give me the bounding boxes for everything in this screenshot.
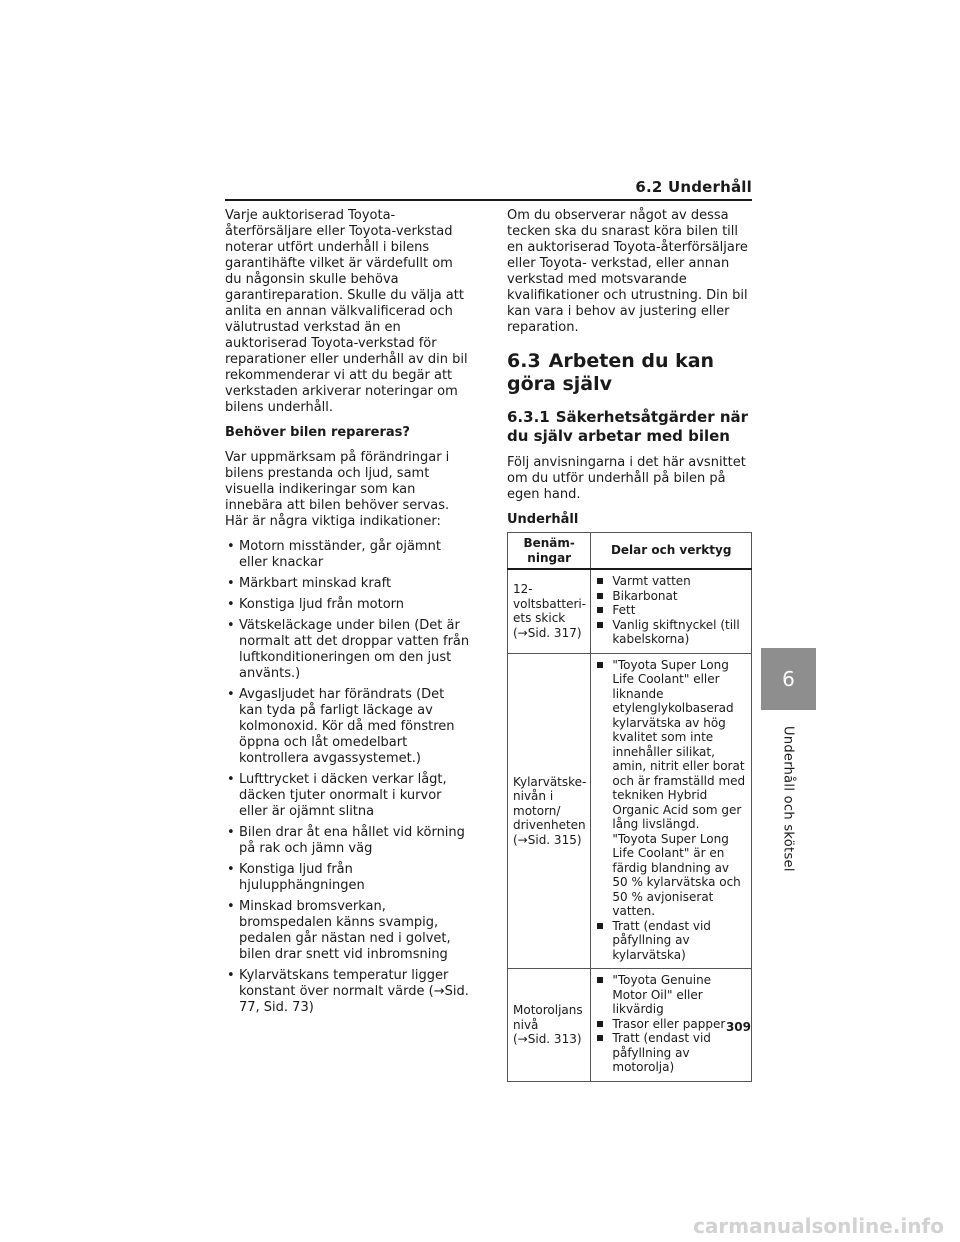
- row-items: [591, 653, 752, 969]
- list-item: • Avgasljudet har förändrats (Det kan tyda på farligt läckage av kolmonoxid. Kör då med fönstren öppna och låt omedelbart kontrollera avgassystemet.): [225, 687, 471, 767]
- chapter-tab: [761, 648, 816, 710]
- intro-paragraph: Varje auktoriserad Toyota-återförsäljare eller Toyota-verkstad noterar utfört underhåll i bilens garantihäfte vilket är värdefullt om du någonsin skulle behöva garantireparation. Skulle du välja att anlita en annan välkvalificerad och välutrustad verkstad än en auktoriserad Toyota-verkstad för reparationer eller underhåll av din bil rekommenderar vi att du begär att verkstaden arkiverar noteringar om bilens underhåll.: [225, 208, 468, 415]
- header-tools: Delar och verktyg: [591, 533, 752, 570]
- table-header-row: [508, 533, 752, 570]
- list-item: "Toyota Genuine Motor Oil" eller likvärdig: [595, 973, 747, 1017]
- header-rule: [225, 199, 752, 201]
- list-item: Vanlig skiftnyckel (till kabelskorna): [595, 618, 747, 647]
- maintenance-table: [507, 532, 752, 1082]
- watermark: carmanualsonline.info: [693, 1214, 944, 1238]
- instructions-paragraph: Följ anvisningarna i det här avsnittet om du utför underhåll på bilen på egen hand.: [507, 455, 746, 502]
- page-number: 309: [725, 1020, 751, 1034]
- list-item: • Vätskeläckage under bilen (Det är normalt att det droppar vatten från luftkonditioneringen om den just använts.): [225, 618, 471, 682]
- list-item: Varmt vatten: [595, 574, 747, 589]
- question-heading: Behöver bilen repareras?: [225, 425, 410, 440]
- table-row: [508, 969, 752, 1082]
- list-item: Bikarbonat: [595, 589, 747, 604]
- row-name: Kylarvätske- nivån i motorn/ drivenheten (→Sid. 315): [508, 653, 591, 969]
- running-header: 6.2 Underhåll: [635, 178, 752, 196]
- list-item: • Motorn misständer, går ojämnt eller knackar: [225, 539, 471, 571]
- observe-paragraph: Om du observerar något av dessa tecken ska du snarast köra bilen till en auktoriserad Toyota-återförsäljare eller Toyota- verkstad, eller annan verkstad med motsvarande kvalifikationer och utrustning. Din bil kan vara i behov av justering eller reparation.: [507, 208, 748, 335]
- table-row: [508, 653, 752, 969]
- list-item: • Minskad bromsverkan, bromspedalen känns svampig, pedalen går nästan ned i golvet, bilen drar snett vid inbromsning: [225, 899, 471, 963]
- list-item: Fett: [595, 603, 747, 618]
- list-item: • Kylarvätskans temperatur ligger konstant över normalt värde (→Sid. 77, Sid. 73): [225, 968, 471, 1016]
- subsection-heading: [507, 408, 752, 446]
- left-column: [225, 208, 471, 1021]
- list-item: "Toyota Super Long Life Coolant" eller liknande etylenglykolbaserad kylarvätska av hög kvalitet som inte innehåller silikat, amin, nitrit eller borat och är framställd med tekniken Hybrid Organic Acid som ger lång livslängd. "Toyota Super Long Life Coolant" är en färdig blandning av 50 % kylarvätska och 50 % avjoniserat vatten.: [595, 658, 747, 919]
- section-number: 6.3: [507, 350, 541, 372]
- list-item: • Bilen drar åt ena hållet vid körning på rak och jämn väg: [225, 825, 471, 857]
- list-item: • Konstiga ljud från hjulupphängningen: [225, 862, 471, 894]
- table-row: [508, 569, 752, 653]
- list-item: Tratt (endast vid påfyllning av kylarvätska): [595, 919, 747, 963]
- chapter-number: 6: [782, 667, 795, 691]
- indications-paragraph: Var uppmärksam på förändringar i bilens prestanda och ljud, samt visuella indikeringar som kan innebära att bilen behöver servas. Här är några viktiga indikationer:: [225, 450, 450, 529]
- header-name: Benäm- ningar: [508, 533, 591, 570]
- list-item: • Märkbart minskad kraft: [225, 576, 471, 592]
- list-item: • Lufttrycket i däcken verkar lågt, däcken tjuter onormalt i kurvor eller är ojämnt slitna: [225, 772, 471, 820]
- section-heading: [507, 350, 752, 396]
- chapter-label: Underhåll och skötsel: [780, 726, 796, 872]
- list-item: Tratt (endast vid påfyllning av motorolja): [595, 1031, 747, 1075]
- row-name: 12- voltsbatteri- ets skick (→Sid. 317): [508, 569, 591, 653]
- section-title: Arbeten du kan göra själv: [507, 350, 715, 395]
- row-name: Motoroljans nivå (→Sid. 313): [508, 969, 591, 1082]
- list-item: • Konstiga ljud från motorn: [225, 597, 471, 613]
- subsection-title: Säkerhetsåtgärder när du själv arbetar med bilen: [507, 408, 749, 445]
- table-title: Underhåll: [507, 512, 579, 527]
- row-items: [591, 569, 752, 653]
- list-item: Trasor eller papper: [595, 1017, 747, 1032]
- right-column: [507, 208, 752, 1082]
- indication-list: [225, 539, 471, 1016]
- subsection-number: 6.3.1: [507, 408, 550, 426]
